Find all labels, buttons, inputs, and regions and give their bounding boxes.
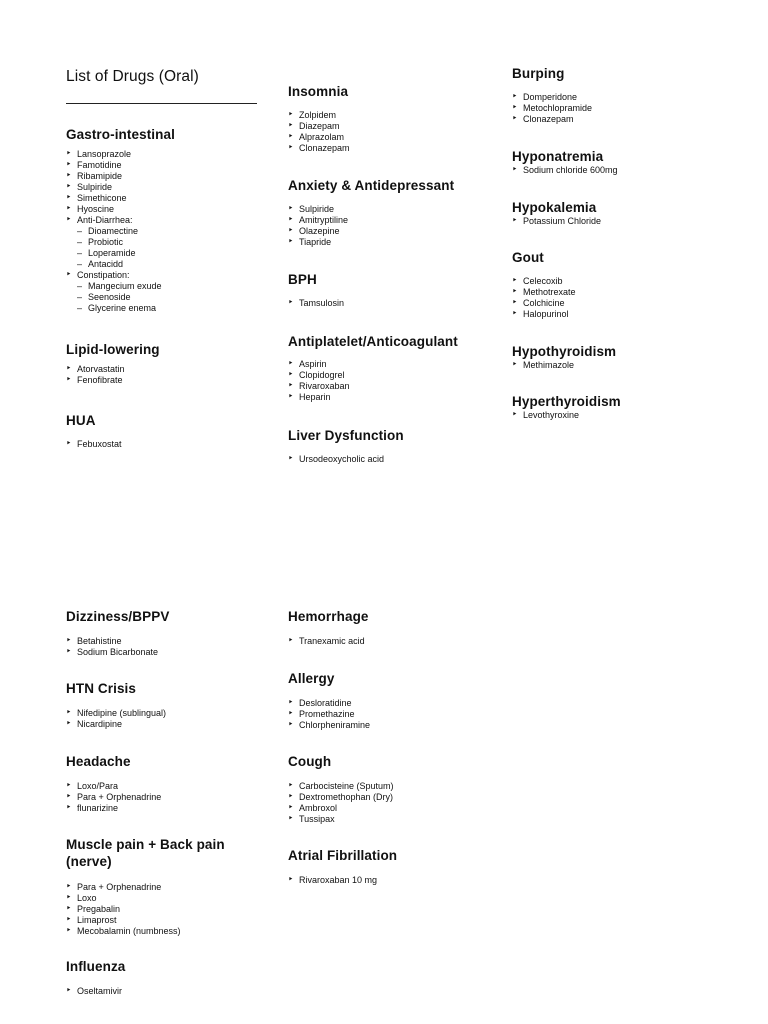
section-heading: Burping bbox=[512, 66, 565, 81]
section-heading: Antiplatelet/Anticoagulant bbox=[288, 334, 458, 349]
section-bph bbox=[288, 271, 344, 309]
section-heading: Headache bbox=[66, 754, 131, 769]
list-item: ‣ Betahistine bbox=[66, 636, 169, 647]
list-item: ‣ Zolpidem bbox=[288, 110, 350, 121]
section-hyperthyroidism bbox=[512, 393, 621, 421]
list-item: ‣ Ambroxol bbox=[288, 803, 394, 814]
list-item: ‣ Rivaroxaban bbox=[288, 381, 458, 392]
list-item: ‣ Amitryptiline bbox=[288, 215, 454, 226]
drug-list bbox=[512, 410, 621, 421]
section-hypokalemia bbox=[512, 199, 601, 227]
section-heading: Hyponatremia bbox=[512, 149, 604, 164]
list-item: ‣ Sulpiride bbox=[288, 204, 454, 215]
section-heading: Dizziness/BPPV bbox=[66, 609, 170, 624]
drug-list bbox=[66, 439, 122, 450]
list-item: ‣ Colchicine bbox=[512, 298, 576, 309]
drug-list bbox=[512, 276, 576, 320]
drug-list bbox=[66, 636, 169, 658]
title-underline bbox=[66, 103, 257, 104]
list-item: ‣ Methimazole bbox=[512, 360, 616, 371]
list-item: ‣ Sodium Bicarbonate bbox=[66, 647, 169, 658]
section-heading: Hemorrhage bbox=[288, 609, 369, 624]
list-item: ‣ Anti-Diarrhea: bbox=[66, 215, 175, 226]
list-item: ‣ Limaprost bbox=[66, 915, 225, 926]
drug-list bbox=[66, 986, 125, 997]
drug-list bbox=[512, 360, 616, 371]
section-hemorrhage bbox=[288, 608, 369, 647]
page-title: List of Drugs (Oral) bbox=[66, 68, 199, 85]
list-item: ‣ Tamsulosin bbox=[288, 298, 344, 309]
drug-list bbox=[66, 882, 225, 937]
section-heading: Hypothyroidism bbox=[512, 344, 617, 359]
list-item: ‣ Halopurinol bbox=[512, 309, 576, 320]
drug-list bbox=[66, 149, 175, 226]
section-heading-line: Muscle pain + Back pain bbox=[66, 837, 225, 852]
list-item: ‣ Constipation: bbox=[66, 270, 175, 281]
list-item: ‣ Pregabalin bbox=[66, 904, 225, 915]
list-item: ‣ Loxo/Para bbox=[66, 781, 161, 792]
section-heading: Cough bbox=[288, 754, 332, 769]
drug-list bbox=[288, 698, 370, 731]
sub-list-item: – Antacidd bbox=[66, 259, 175, 270]
sub-list-item: – Glycerine enema bbox=[66, 303, 175, 314]
list-item: ‣ Hyoscine bbox=[66, 204, 175, 215]
sub-list-item: – Probiotic bbox=[66, 237, 175, 248]
list-item: ‣ Fenofibrate bbox=[66, 375, 160, 386]
list-item: ‣ Desloratidine bbox=[288, 698, 370, 709]
drug-list bbox=[66, 270, 175, 281]
section-heading: HUA bbox=[66, 413, 96, 428]
section-heading: Allergy bbox=[288, 671, 335, 686]
list-item: ‣ Rivaroxaban 10 mg bbox=[288, 875, 397, 886]
list-item: ‣ Clopidogrel bbox=[288, 370, 458, 381]
drug-list bbox=[288, 298, 344, 309]
list-item: ‣ Alprazolam bbox=[288, 132, 350, 143]
sub-list-item: – Dioamectine bbox=[66, 226, 175, 237]
list-item: ‣ Nicardipine bbox=[66, 719, 166, 730]
list-item: ‣ Aspirin bbox=[288, 359, 458, 370]
list-item: ‣ Para + Orphenadrine bbox=[66, 882, 225, 893]
list-item: ‣ Dextromethophan (Dry) bbox=[288, 792, 394, 803]
section-cough bbox=[288, 753, 394, 825]
list-item: ‣ Sodium chloride 600mg bbox=[512, 165, 618, 176]
drug-list bbox=[512, 92, 592, 125]
list-item: ‣ Tiapride bbox=[288, 237, 454, 248]
drug-list bbox=[66, 781, 161, 814]
section-hyponatremia bbox=[512, 148, 618, 176]
drug-list bbox=[288, 636, 369, 647]
list-item: ‣ Potassium Chloride bbox=[512, 216, 601, 227]
list-item: ‣ Levothyroxine bbox=[512, 410, 621, 421]
section-heading: Insomnia bbox=[288, 84, 349, 99]
section-antiplatelet-anticoagulant bbox=[288, 333, 458, 403]
sub-list-item: – Loperamide bbox=[66, 248, 175, 259]
list-item: ‣ Para + Orphenadrine bbox=[66, 792, 161, 803]
list-item: ‣ Loxo bbox=[66, 893, 225, 904]
section-insomnia bbox=[288, 83, 350, 154]
list-item: ‣ Atorvastatin bbox=[66, 364, 160, 375]
list-item: ‣ Heparin bbox=[288, 392, 458, 403]
list-item: ‣ Methotrexate bbox=[512, 287, 576, 298]
section-dizziness-bppv bbox=[66, 608, 169, 658]
list-item: ‣ Tussipax bbox=[288, 814, 394, 825]
list-item: ‣ Clonazepam bbox=[512, 114, 592, 125]
section-influenza bbox=[66, 958, 125, 997]
list-item: ‣ Simethicone bbox=[66, 193, 175, 204]
section-atrial-fibrillation bbox=[288, 847, 397, 886]
sub-list-item: – Seenoside bbox=[66, 292, 175, 303]
list-item: ‣ Chlorpheniramine bbox=[288, 720, 370, 731]
section-gout bbox=[512, 249, 576, 320]
section-heading: Atrial Fibrillation bbox=[288, 848, 398, 863]
drug-list bbox=[288, 875, 397, 886]
drug-list bbox=[288, 110, 350, 154]
anti-diarrhea-sublist bbox=[66, 226, 175, 270]
section-heading: Influenza bbox=[66, 959, 126, 974]
list-item: ‣ Oseltamivir bbox=[66, 986, 125, 997]
section-heading: HTN Crisis bbox=[66, 681, 137, 696]
list-item: ‣ Metochlopramide bbox=[512, 103, 592, 114]
list-item: ‣ Lansoprazole bbox=[66, 149, 175, 160]
list-item: ‣ Mecobalamin (numbness) bbox=[66, 926, 225, 937]
list-item: ‣ Celecoxib bbox=[512, 276, 576, 287]
drug-list bbox=[288, 359, 458, 403]
section-liver-dysfunction bbox=[288, 427, 404, 465]
list-item: ‣ Famotidine bbox=[66, 160, 175, 171]
list-item: ‣ Olazepine bbox=[288, 226, 454, 237]
drug-list bbox=[288, 454, 404, 465]
section-heading: Lipid-lowering bbox=[66, 342, 160, 357]
list-item: ‣ Febuxostat bbox=[66, 439, 122, 450]
section-anxiety-antidepressant bbox=[288, 177, 454, 248]
section-hypothyroidism bbox=[512, 343, 616, 371]
list-item: ‣ Nifedipine (sublingual) bbox=[66, 708, 166, 719]
list-item: ‣ Promethazine bbox=[288, 709, 370, 720]
drug-list bbox=[288, 781, 394, 825]
sub-list-item: – Mangecium exude bbox=[66, 281, 175, 292]
constipation-sublist bbox=[66, 281, 175, 314]
section-muscle-back-pain bbox=[66, 836, 225, 937]
section-heading: BPH bbox=[288, 272, 317, 287]
section-allergy bbox=[288, 670, 370, 731]
section-heading: Anxiety & Antidepressant bbox=[288, 178, 455, 193]
drug-list bbox=[512, 165, 618, 176]
drug-list bbox=[288, 204, 454, 248]
section-heading: Hypokalemia bbox=[512, 200, 597, 215]
section-heading: Gout bbox=[512, 250, 544, 265]
list-item: ‣ Sulpiride bbox=[66, 182, 175, 193]
section-burping bbox=[512, 65, 592, 125]
section-hua bbox=[66, 412, 122, 450]
list-item: ‣ Ribamipide bbox=[66, 171, 175, 182]
list-item: ‣ Ursodeoxycholic acid bbox=[288, 454, 404, 465]
drug-list bbox=[512, 216, 601, 227]
list-item: ‣ Domperidone bbox=[512, 92, 592, 103]
section-heading bbox=[66, 836, 225, 870]
section-htn-crisis bbox=[66, 680, 166, 730]
section-heading: Hyperthyroidism bbox=[512, 394, 621, 409]
section-lipid-lowering bbox=[66, 341, 160, 386]
list-item: ‣ Tranexamic acid bbox=[288, 636, 369, 647]
section-heading: Liver Dysfunction bbox=[288, 428, 404, 443]
list-item: ‣ Clonazepam bbox=[288, 143, 350, 154]
section-gastro-intestinal bbox=[66, 126, 175, 314]
section-heading: Gastro-intestinal bbox=[66, 127, 175, 142]
list-item: ‣ flunarizine bbox=[66, 803, 161, 814]
list-item: ‣ Carbocisteine (Sputum) bbox=[288, 781, 394, 792]
drug-list bbox=[66, 708, 166, 730]
drug-list bbox=[66, 364, 160, 386]
section-heading-line: (nerve) bbox=[66, 854, 112, 869]
list-item: ‣ Diazepam bbox=[288, 121, 350, 132]
section-headache bbox=[66, 753, 161, 814]
